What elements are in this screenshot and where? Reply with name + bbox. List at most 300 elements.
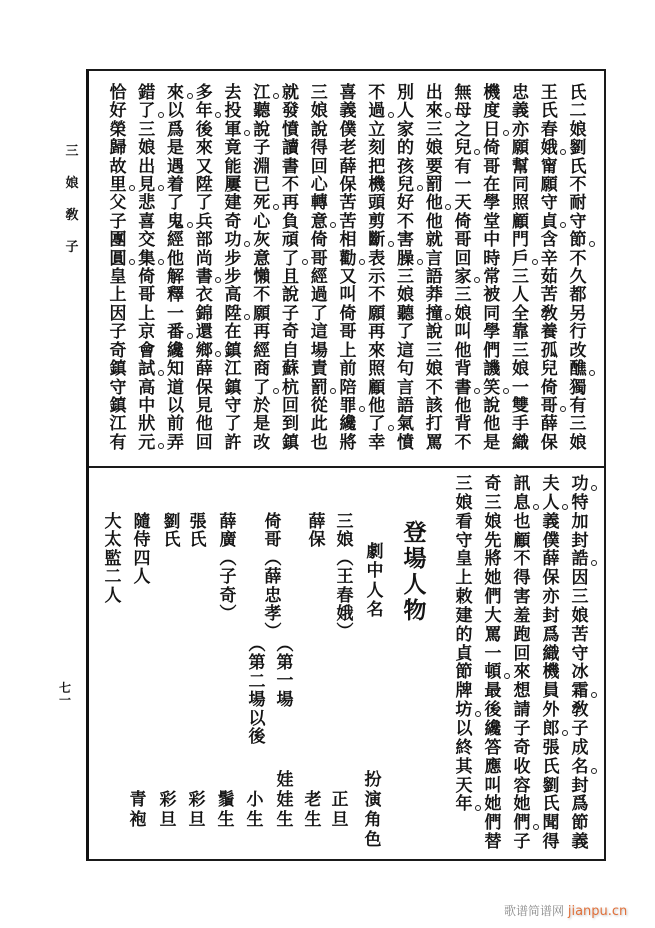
glyph: 日	[478, 121, 506, 139]
glyph: 他	[483, 414, 501, 435]
glyph: 獨	[569, 377, 587, 398]
glyph: 之	[454, 119, 472, 140]
glyph: 人	[397, 101, 414, 122]
glyph: 笑	[478, 379, 506, 397]
glyph: 守	[571, 643, 589, 664]
glyph: 孩	[397, 156, 414, 177]
glyph: 倚	[264, 512, 282, 532]
glyph: 出	[138, 156, 156, 177]
glyph: 第	[276, 653, 294, 674]
glyph: 守	[540, 193, 558, 214]
glyph: 高	[224, 285, 242, 306]
glyph: 頭	[368, 193, 386, 214]
cast-scene-note	[243, 636, 271, 746]
glyph: 青	[129, 790, 147, 810]
glyph: 劉	[569, 138, 587, 159]
glyph: 到	[282, 414, 299, 435]
glyph: 來	[420, 102, 448, 120]
glyph: 貞	[455, 643, 473, 664]
glyph: 意	[253, 248, 271, 269]
glyph: 常	[483, 267, 501, 288]
glyph: 將	[339, 432, 357, 453]
glyph: 是	[483, 432, 501, 453]
glyph: 敎	[540, 303, 558, 324]
glyph: 誥	[566, 550, 594, 569]
glyph: 有	[569, 395, 587, 416]
glyph: 杭	[282, 377, 299, 398]
glyph: 娘	[336, 530, 354, 551]
glyph: 中	[366, 561, 384, 582]
glyph: ︵	[336, 548, 354, 569]
glyph: 織	[542, 643, 560, 664]
glyph: 封	[571, 530, 589, 551]
glyph: 罰	[425, 175, 443, 196]
glyph: 張	[189, 512, 207, 532]
glyph: ︵	[276, 635, 294, 655]
glyph: 機	[542, 662, 560, 683]
glyph: 機	[368, 175, 386, 196]
glyph: 打	[425, 414, 443, 435]
glyph: 相	[339, 230, 357, 251]
glyph: 他	[420, 194, 448, 212]
glyph: 奇	[224, 211, 242, 232]
glyph: 王	[540, 83, 558, 103]
glyph: 敕	[455, 587, 473, 608]
glyph: 他	[454, 395, 472, 416]
glyph: 義	[571, 832, 589, 853]
glyph: 得	[513, 568, 531, 589]
glyph: 保	[308, 530, 326, 551]
glyph: 心	[310, 175, 328, 196]
glyph: 集	[133, 250, 161, 268]
glyph: 會	[138, 340, 156, 361]
glyph: 人	[366, 580, 384, 601]
glyph: ︶	[336, 622, 354, 643]
glyph: 時	[483, 248, 501, 269]
glyph: 陞	[219, 305, 247, 323]
glyph: 再	[282, 193, 299, 214]
glyph: 上	[455, 568, 473, 589]
glyph: 道	[167, 377, 184, 398]
glyph: 娥	[336, 603, 354, 624]
cast-role	[212, 790, 240, 830]
glyph: 節	[455, 662, 473, 683]
text-column	[566, 475, 594, 852]
glyph: 家	[449, 268, 477, 286]
text-column	[449, 84, 477, 452]
glyph: 蘇	[282, 359, 299, 380]
glyph: 娃	[276, 790, 294, 810]
glyph: 讀	[282, 138, 299, 159]
glyph: 說	[282, 285, 299, 306]
glyph: 好	[109, 101, 127, 122]
glyph: 學	[483, 193, 501, 214]
glyph: 是	[167, 138, 184, 159]
watermark-site-name: 歌谱简谱网	[504, 904, 565, 918]
glyph: 度	[483, 101, 501, 122]
glyph: 叫	[484, 775, 502, 796]
glyph: 們	[484, 813, 502, 834]
cast-name	[128, 513, 156, 587]
glyph: 倚	[483, 138, 501, 159]
glyph: 害	[397, 230, 414, 251]
glyph: 示	[368, 267, 386, 288]
glyph: 罪	[334, 397, 362, 415]
glyph: 屢	[224, 175, 242, 196]
glyph: 有	[454, 156, 472, 177]
glyph: 節	[571, 813, 589, 834]
glyph: 苦	[339, 211, 357, 232]
glyph: 最	[484, 681, 502, 702]
glyph: 後	[484, 700, 502, 721]
glyph: 江	[109, 414, 127, 435]
glyph: 行	[569, 322, 587, 343]
glyph: 憤	[397, 432, 414, 453]
glyph: 被	[483, 285, 501, 306]
glyph: 了	[397, 322, 414, 343]
glyph: 商	[253, 359, 271, 380]
glyph: 從	[310, 395, 328, 416]
glyph: 侍	[133, 530, 151, 551]
glyph: 倚	[454, 211, 472, 232]
glyph: 加	[571, 511, 589, 532]
glyph: 上	[138, 303, 156, 324]
glyph: 心	[253, 211, 271, 232]
glyph: 有	[109, 432, 127, 453]
glyph: 手	[512, 414, 529, 435]
glyph: 發	[282, 101, 299, 122]
glyph: 回	[310, 156, 328, 177]
glyph: 書	[449, 379, 477, 397]
glyph: 因	[109, 303, 127, 324]
text-column	[537, 475, 565, 852]
glyph: 答	[484, 737, 502, 758]
glyph: 薛	[339, 156, 357, 177]
glyph: 苦	[540, 285, 558, 306]
glyph: 鄉	[190, 342, 218, 360]
glyph: 劉	[542, 775, 560, 796]
glyph: ︵	[248, 635, 266, 655]
glyph: 春	[540, 119, 558, 140]
glyph: 娘	[65, 176, 79, 191]
glyph: 娘	[310, 101, 328, 122]
glyph: 照	[512, 193, 529, 214]
glyph: 生	[217, 810, 235, 830]
glyph: 了	[224, 414, 242, 435]
cast-role	[241, 790, 269, 830]
glyph: 三	[455, 474, 473, 494]
glyph: 他	[454, 340, 472, 361]
glyph: 高	[138, 377, 156, 398]
glyph: 三	[512, 340, 529, 361]
glyph: 建	[224, 193, 242, 214]
glyph: 薛	[540, 414, 558, 435]
glyph: 僕	[542, 530, 560, 551]
glyph: 成	[571, 737, 589, 758]
glyph: 纔	[339, 414, 357, 435]
glyph: 倚	[540, 377, 558, 398]
glyph: 要	[425, 156, 443, 177]
glyph: 叫	[339, 285, 357, 306]
glyph: 保	[195, 377, 213, 398]
glyph: 害	[513, 587, 531, 608]
glyph: 回	[454, 248, 472, 269]
glyph: 見	[133, 176, 161, 194]
glyph: 娘	[138, 138, 156, 159]
glyph: 保	[542, 568, 560, 589]
glyph: 三	[454, 285, 472, 306]
glyph: 娘	[425, 359, 443, 380]
cast-name	[214, 513, 242, 623]
glyph: 兒	[392, 176, 420, 194]
glyph: 不	[425, 377, 443, 398]
glyph: 說	[253, 119, 271, 140]
glyph: 聽	[253, 101, 271, 122]
glyph: 亦	[542, 587, 560, 608]
glyph: 遇	[167, 156, 184, 177]
glyph: 僕	[339, 119, 357, 140]
glyph: 物	[403, 597, 427, 624]
glyph: 含	[540, 230, 558, 251]
glyph: 收	[513, 756, 531, 777]
glyph: 人	[133, 567, 151, 588]
glyph: 了	[310, 303, 328, 324]
glyph: 再	[253, 322, 271, 343]
glyph: 兒	[449, 139, 477, 157]
glyph: 了	[133, 102, 161, 120]
glyph: 意	[305, 213, 333, 231]
glyph: 娘	[455, 492, 473, 513]
glyph: 轉	[310, 193, 328, 214]
cast-name	[99, 513, 127, 605]
glyph: 苦	[571, 624, 589, 645]
glyph: 門	[512, 230, 529, 251]
glyph: 旦	[188, 810, 206, 830]
glyph: 多	[195, 83, 213, 103]
text-column	[507, 84, 535, 452]
glyph: 三	[138, 119, 156, 140]
glyph: 薛	[219, 512, 237, 532]
glyph: 又	[339, 267, 357, 288]
glyph: 堂	[483, 211, 501, 232]
glyph: ︵	[219, 548, 237, 569]
text-column	[535, 84, 563, 452]
glyph: 不	[368, 285, 386, 306]
text-column	[248, 84, 276, 452]
glyph: 無	[454, 83, 472, 103]
text-column	[277, 84, 305, 452]
glyph: 剪	[368, 211, 386, 232]
glyph: 氏	[542, 794, 560, 815]
glyph: 不	[397, 211, 414, 232]
glyph: 不	[253, 285, 271, 306]
glyph: 廣	[219, 530, 237, 551]
cast-role	[299, 790, 327, 830]
glyph: 節	[564, 231, 592, 249]
text-column	[190, 84, 218, 452]
glyph: 色	[364, 830, 382, 850]
glyph: 娃	[276, 770, 294, 790]
glyph: 責	[310, 359, 328, 380]
glyph: 第	[248, 653, 266, 674]
glyph: 場	[403, 545, 427, 572]
glyph: 着	[167, 175, 184, 196]
glyph: 他	[167, 248, 184, 269]
glyph: 茹	[540, 267, 558, 288]
glyph: 元	[133, 434, 161, 452]
glyph: 年	[450, 795, 478, 814]
text-column	[392, 84, 420, 452]
glyph: 書	[190, 268, 218, 286]
glyph: 敎	[65, 208, 79, 223]
cast-role	[326, 790, 354, 830]
glyph: 此	[310, 414, 328, 435]
glyph: 她	[484, 568, 502, 589]
glyph: 子	[253, 138, 271, 159]
glyph: 機	[483, 83, 501, 103]
glyph: 子	[65, 240, 79, 255]
glyph: 特	[571, 492, 589, 513]
glyph: 三	[65, 144, 79, 159]
glyph: 陪	[339, 377, 357, 398]
glyph: 悲	[138, 193, 156, 214]
glyph: 就	[282, 83, 299, 103]
glyph: 顧	[513, 530, 531, 551]
glyph: 羞	[513, 605, 531, 626]
glyph: 幸	[368, 432, 386, 453]
glyph: 罵	[425, 432, 443, 453]
glyph: 哥	[264, 530, 282, 551]
glyph: 經	[253, 340, 271, 361]
glyph: 以	[167, 101, 184, 122]
glyph: 母	[454, 101, 472, 122]
glyph: 的	[455, 624, 473, 645]
glyph: 苦	[339, 193, 357, 214]
glyph: 奇	[109, 340, 127, 361]
glyph: 先	[484, 530, 502, 551]
watermark	[504, 902, 627, 919]
glyph: 中	[483, 230, 501, 251]
glyph: 名	[366, 599, 384, 620]
glyph: 了	[195, 193, 213, 214]
glyph: 奇	[282, 322, 299, 343]
glyph: 場	[310, 340, 328, 361]
glyph: 人	[537, 494, 565, 513]
glyph: 大	[484, 605, 502, 626]
glyph: 娘	[397, 285, 414, 306]
text-column	[162, 84, 190, 452]
glyph: 交	[138, 230, 156, 251]
glyph: 訊	[513, 474, 531, 494]
text-column	[420, 84, 448, 452]
glyph: 守	[224, 395, 242, 416]
glyph: 霜	[566, 682, 594, 701]
glyph: 憤	[282, 119, 299, 140]
glyph: 就	[425, 230, 443, 251]
glyph: 部	[195, 230, 213, 251]
glyph: 耐	[569, 193, 587, 214]
glyph: 倚	[339, 303, 357, 324]
glyph: 經	[167, 230, 184, 251]
glyph: 鎮	[109, 359, 127, 380]
glyph: 氏	[542, 756, 560, 777]
glyph: 娥	[535, 139, 563, 157]
glyph: 罰	[305, 379, 333, 397]
glyph: 淵	[253, 156, 271, 177]
glyph: 也	[310, 432, 328, 453]
glyph: 正	[331, 790, 349, 810]
glyph: 刻	[368, 138, 386, 159]
glyph: ︶	[219, 603, 237, 624]
cast-role	[154, 790, 182, 830]
glyph: 能	[224, 156, 242, 177]
glyph: 薛	[195, 359, 213, 380]
glyph: 雙	[512, 395, 529, 416]
glyph: 角	[364, 810, 382, 830]
watermark-domain: jianpu.cn	[567, 904, 628, 919]
glyph: 於	[253, 395, 271, 416]
glyph: 哥	[535, 397, 563, 415]
glyph: 哥	[310, 248, 328, 269]
glyph: 也	[513, 511, 531, 532]
glyph: 他	[368, 395, 386, 416]
glyph: 臊	[392, 250, 420, 268]
glyph: 天	[455, 775, 473, 796]
glyph: 爲	[167, 119, 184, 140]
glyph: 圓	[104, 250, 132, 268]
glyph: 回	[282, 395, 299, 416]
glyph: 養	[540, 322, 558, 343]
glyph: 里	[104, 176, 132, 194]
glyph: 言	[397, 377, 414, 398]
glyph: 過	[310, 285, 328, 306]
glyph: 背	[454, 359, 472, 380]
glyph: 他	[425, 211, 443, 232]
glyph: 守	[569, 211, 587, 232]
text-column	[334, 84, 362, 452]
glyph: 靠	[512, 322, 529, 343]
glyph: 不	[454, 432, 472, 453]
cast-name	[259, 513, 287, 642]
glyph: 隨	[133, 512, 151, 532]
glyph: 去	[224, 83, 242, 103]
glyph: 娘	[512, 359, 529, 380]
glyph: 願	[253, 303, 271, 324]
glyph: 將	[484, 549, 502, 570]
glyph: 以	[167, 395, 184, 416]
glyph: 容	[513, 775, 531, 796]
glyph: 三	[569, 414, 587, 435]
glyph: 照	[368, 359, 386, 380]
glyph: 聞	[542, 813, 560, 834]
glyph: 鎮	[109, 395, 127, 416]
glyph: 敎	[571, 700, 589, 721]
glyph: 歸	[109, 138, 127, 159]
text-column	[104, 84, 132, 452]
glyph: 步	[224, 267, 242, 288]
section-divider	[89, 466, 604, 468]
glyph: 尚	[195, 248, 213, 269]
glyph: 一	[58, 693, 71, 707]
glyph: 頑	[282, 230, 299, 251]
glyph: 子	[513, 718, 531, 739]
glyph: 義	[512, 101, 529, 122]
glyph: 把	[368, 156, 386, 177]
glyph: 番	[162, 323, 190, 341]
glyph: 改	[253, 432, 271, 453]
glyph: 場	[276, 689, 294, 710]
text-column	[508, 475, 536, 852]
